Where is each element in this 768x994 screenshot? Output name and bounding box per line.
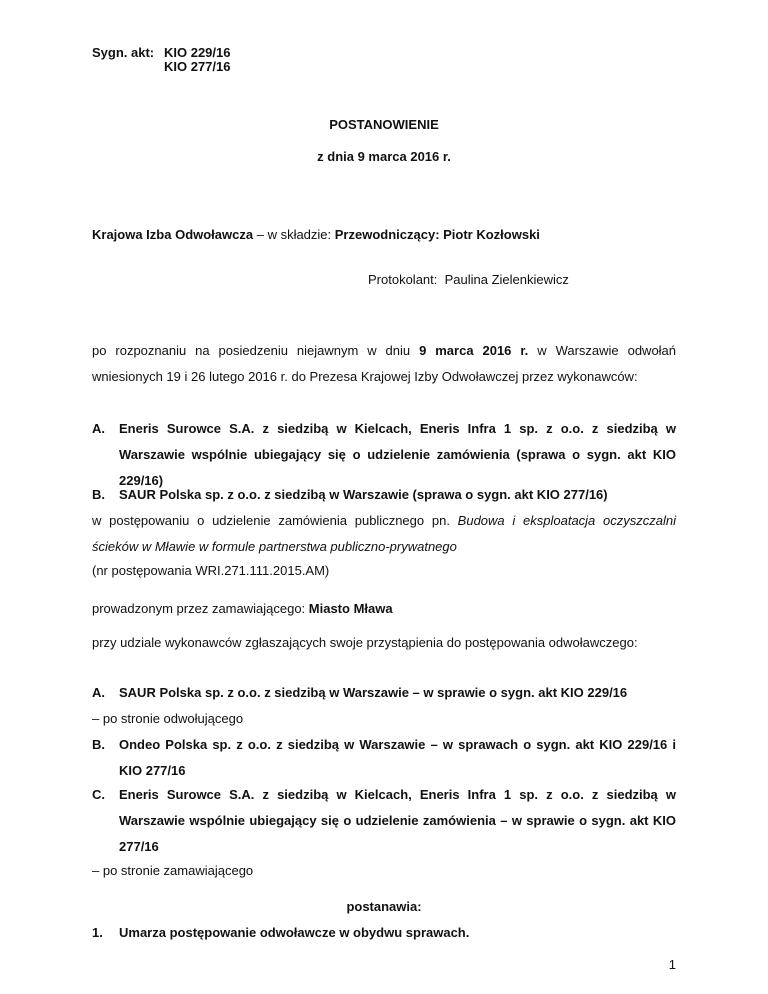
procedure-prefix: w postępowaniu o udzielenie zamówienia publicznego pn.: [92, 513, 458, 528]
intro-paragraph: [92, 338, 676, 390]
intro-text-2: w Warszawie odwołań wniesionych 19 i 26 lutego 2016 r. do Prezesa Krajowej Izby Odwoławczej przez wykonawców:: [92, 343, 677, 384]
chairman: Przewodniczący: Piotr Kozłowski: [334, 227, 540, 242]
clerk-label: Protokolant:: [368, 272, 438, 287]
participants-intro: przy udziale wykonawców zgłaszających swoje przystąpienia do postępowania odwoławczego:: [92, 635, 638, 650]
document-title: POSTANOWIENIE: [329, 117, 439, 132]
appellant-item: [92, 482, 676, 508]
case-signature-label: Sygn. akt:: [92, 45, 155, 60]
participant-item: [92, 680, 676, 706]
procedure-name: Budowa i eksploatacja oczyszczalni ścieków w Mławie w formule partnerstwa publiczno-prywatnego: [92, 513, 676, 554]
side-appellant: – po stronie odwołującego: [92, 711, 244, 726]
composition-separator: – w składzie:: [253, 227, 335, 242]
decision-item: [92, 920, 676, 946]
composition-line: [92, 222, 676, 248]
contracting-name: Miasto Mława: [308, 601, 393, 616]
procedure-paragraph: [92, 508, 676, 560]
decision-text: Umarza postępowanie odwoławcze w obydwu sprawach.: [119, 925, 470, 940]
contracting-label: prowadzonym przez zamawiającego:: [92, 601, 309, 616]
contracting-authority: [92, 596, 676, 622]
side-contracting: – po stronie zamawiającego: [92, 863, 254, 878]
list-marker: A.: [92, 421, 105, 436]
list-marker: B.: [92, 487, 105, 502]
participant-item: [92, 732, 676, 784]
list-marker: 1.: [92, 925, 103, 940]
participant-item: [92, 782, 676, 860]
case-signature: [92, 46, 231, 74]
decides-heading: postanawia:: [346, 899, 422, 914]
document-date: z dnia 9 marca 2016 r.: [317, 149, 451, 164]
page-number: 1: [668, 957, 676, 972]
list-marker: A.: [92, 685, 105, 700]
participant-text: Ondeo Polska sp. z o.o. z siedzibą w Warszawie – w sprawach o sygn. akt KIO 229/16 i KIO 277/16: [119, 737, 676, 778]
clerk-name: Paulina Zielenkiewicz: [444, 272, 569, 287]
chamber-name: Krajowa Izba Odwoławcza: [92, 227, 254, 242]
appellant-text: SAUR Polska sp. z o.o. z siedzibą w Warszawie (sprawa o sygn. akt KIO 277/16): [119, 487, 608, 502]
participant-text: SAUR Polska sp. z o.o. z siedzibą w Warszawie – w sprawie o sygn. akt KIO 229/16: [119, 685, 628, 700]
participant-text: Eneris Surowce S.A. z siedzibą w Kielcach, Eneris Infra 1 sp. z o.o. z siedzibą w Warszawie wspólnie ubiegający się o udzielenie zamówienia – w sprawie o sygn. akt KIO 277/16: [119, 787, 676, 854]
clerk-line: [368, 267, 569, 293]
list-marker: B.: [92, 737, 105, 752]
list-marker: C.: [92, 787, 105, 802]
intro-text-1: po rozpoznaniu na posiedzeniu niejawnym w dniu: [92, 343, 420, 358]
hearing-date: 9 marca 2016 r.: [419, 343, 529, 358]
procedure-number: (nr postępowania WRI.271.111.2015.AM): [92, 563, 330, 578]
case-number-1: KIO 229/16: [164, 45, 231, 60]
appellant-text: Eneris Surowce S.A. z siedzibą w Kielcach, Eneris Infra 1 sp. z o.o. z siedzibą w Warszawie wspólnie ubiegający się o udzielenie zamówienia (sprawa o sygn. akt KIO 229/16): [119, 421, 676, 488]
case-number-2: KIO 277/16: [164, 59, 231, 74]
